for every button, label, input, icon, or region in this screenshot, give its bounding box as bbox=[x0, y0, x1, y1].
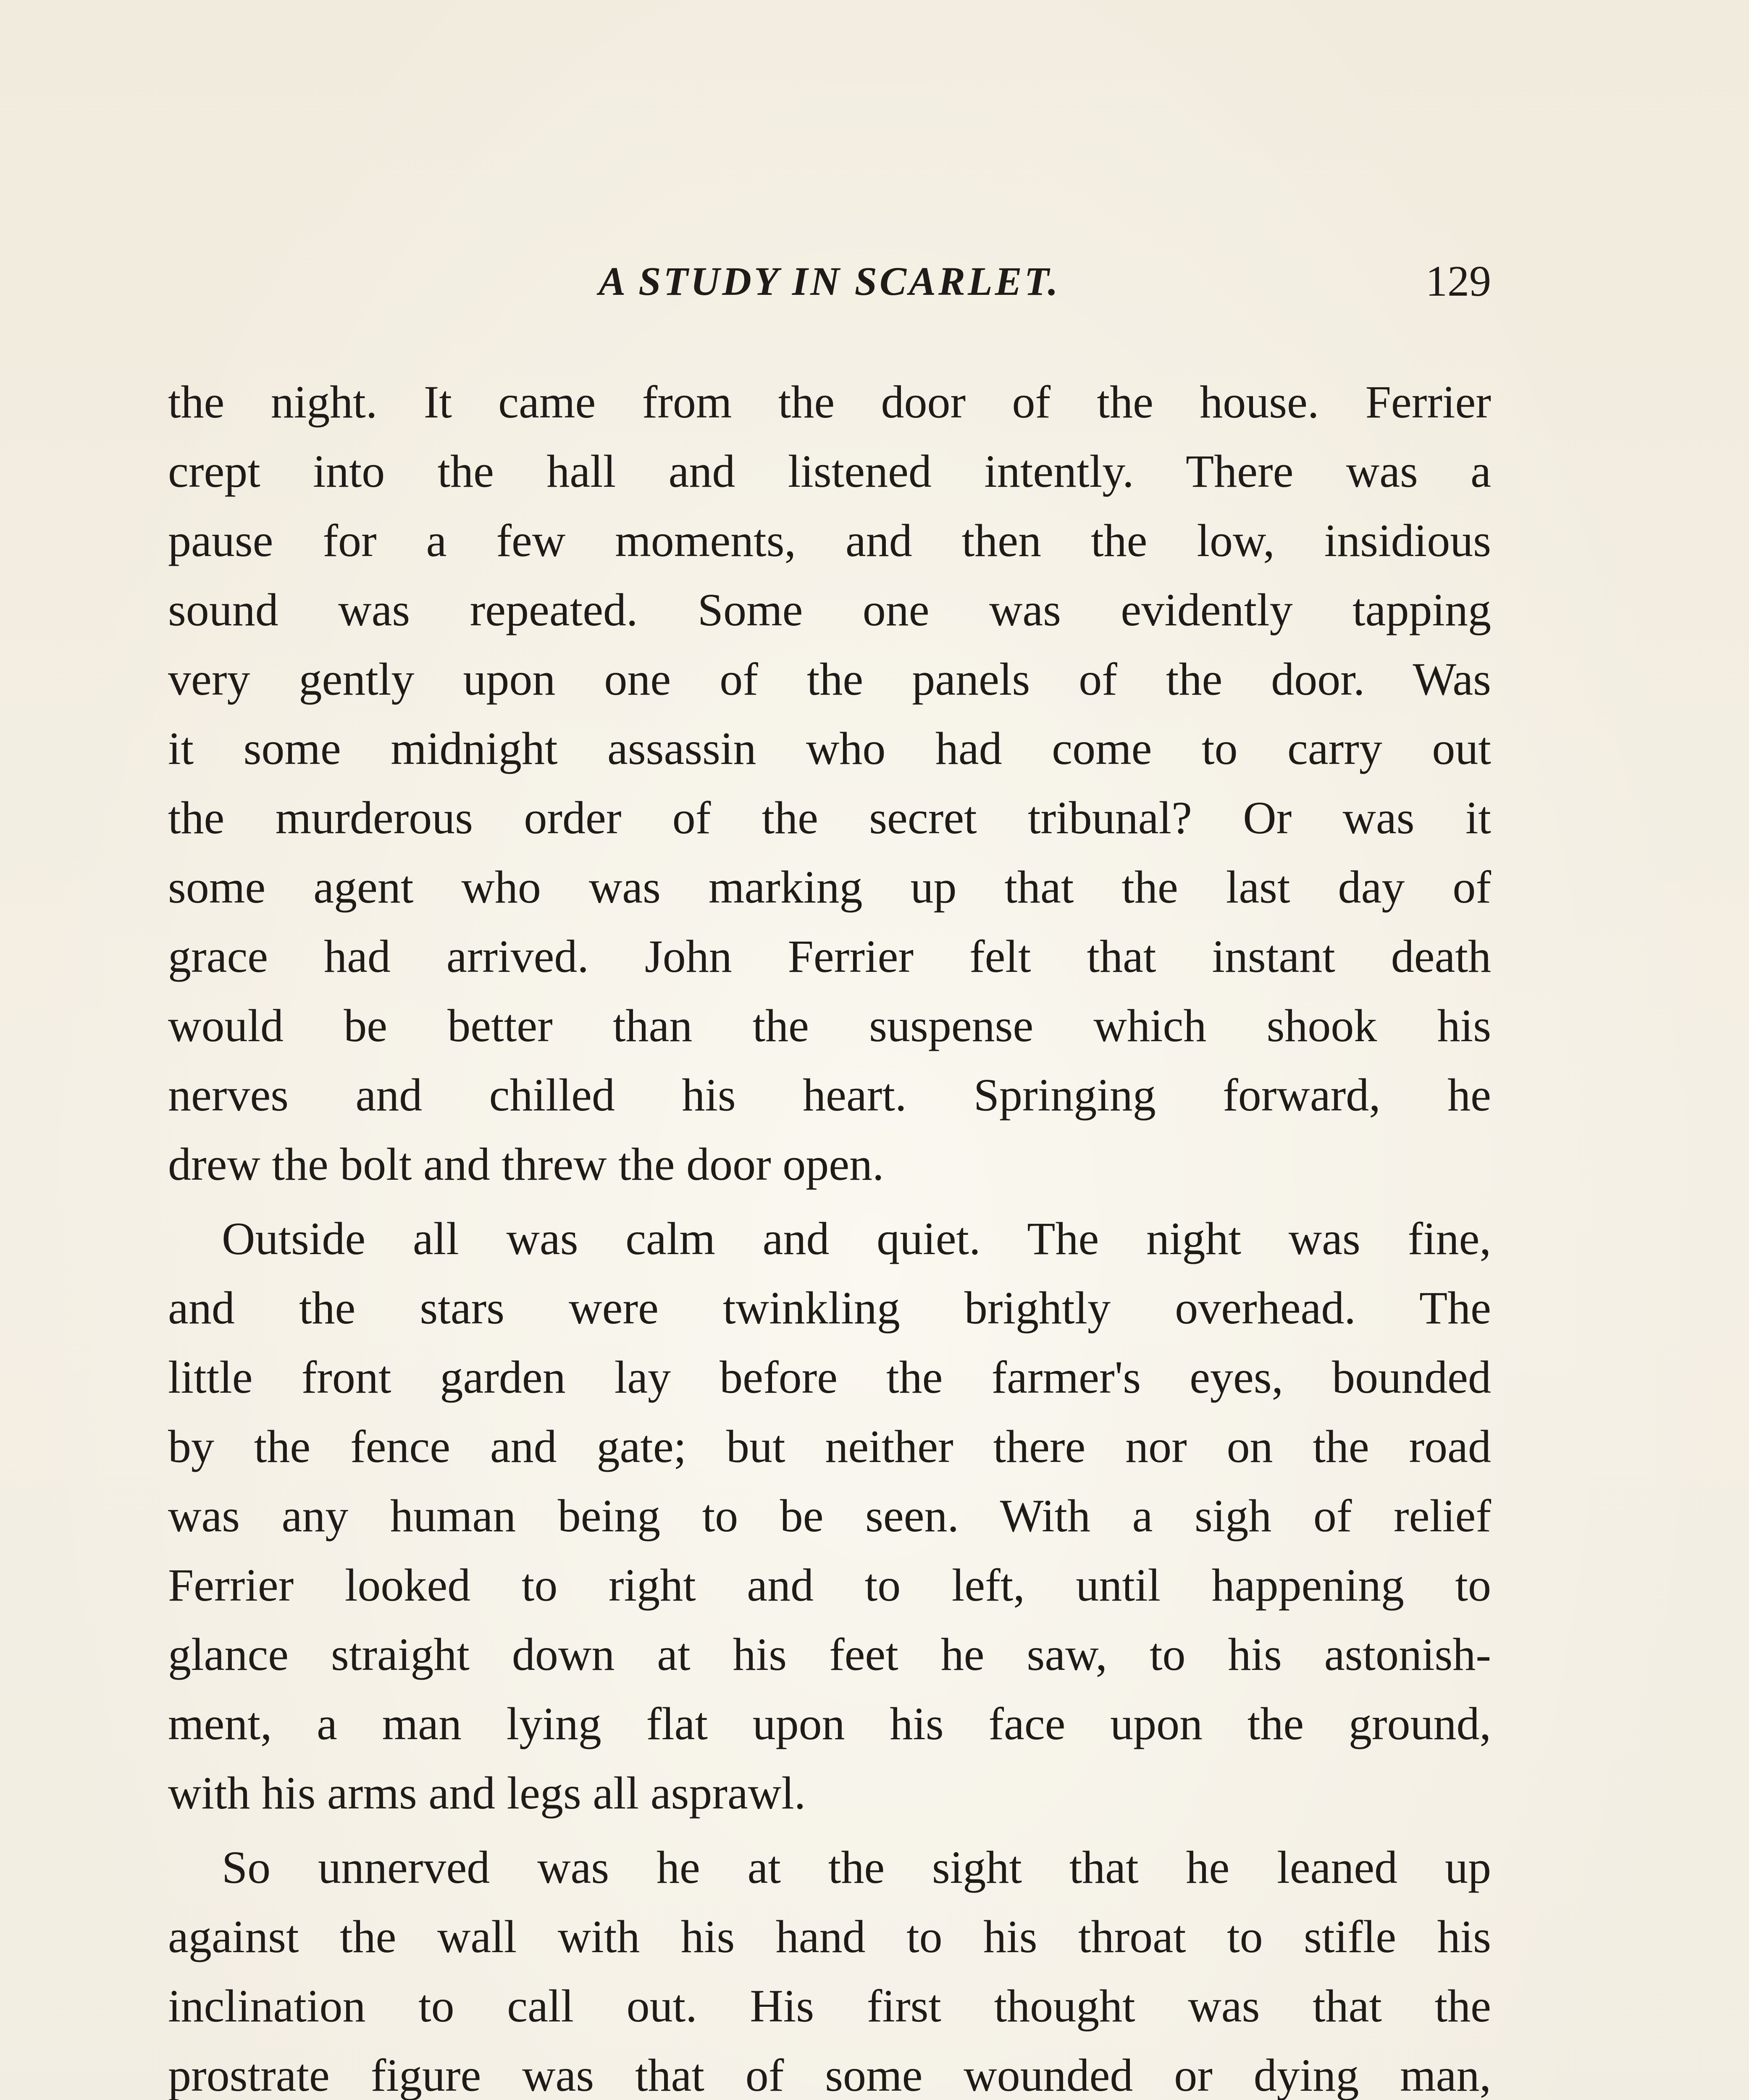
text-line: and the stars were twinkling brightly overhead. The bbox=[168, 1282, 1491, 1334]
text-line: little front garden lay before the farmer's eyes, bounded bbox=[168, 1352, 1491, 1403]
text-line: grace had arrived. John Ferrier felt that instant death bbox=[168, 931, 1491, 982]
text-line: inclination to call out. His first thought was that the bbox=[168, 1980, 1491, 2032]
text-line: would be better than the suspense which shook his bbox=[168, 1000, 1491, 1051]
text-line: the murderous order of the secret tribunal? Or was it bbox=[168, 792, 1491, 843]
text-line: the night. It came from the door of the house. Ferrier bbox=[168, 376, 1491, 428]
text-line: glance straight down at his feet he saw, to his astonish- bbox=[168, 1629, 1491, 1680]
text-line: prostrate figure was that of some wounded or dying man, bbox=[168, 2050, 1491, 2100]
text-line: sound was repeated. Some one was evidently tapping bbox=[168, 584, 1491, 635]
text-line: Outside all was calm and quiet. The night was fine, bbox=[222, 1213, 1491, 1264]
text-line: against the wall with his hand to his throat to stifle his bbox=[168, 1911, 1491, 1962]
paragraph-2 bbox=[168, 1204, 1491, 1828]
text-line: with his arms and legs all asprawl. bbox=[168, 1767, 806, 1819]
text-line: pause for a few moments, and then the low, insidious bbox=[168, 515, 1491, 566]
text-line: by the fence and gate; but neither there nor on the road bbox=[168, 1421, 1491, 1472]
text-line: crept into the hall and listened intently. There was a bbox=[168, 446, 1491, 497]
paragraph-3 bbox=[168, 1833, 1491, 2100]
text-line: some agent who was marking up that the last day of bbox=[168, 861, 1491, 913]
paragraph-1 bbox=[168, 368, 1491, 1199]
page-header bbox=[168, 248, 1491, 315]
text-line: So unnerved was he at the sight that he leaned up bbox=[222, 1842, 1491, 1893]
text-line: Ferrier looked to right and to left, until happening to bbox=[168, 1559, 1491, 1611]
page-number: 129 bbox=[1426, 257, 1491, 305]
text-line: was any human being to be seen. With a sigh of relief bbox=[168, 1490, 1491, 1541]
text-line: nerves and chilled his heart. Springing forward, he bbox=[168, 1069, 1491, 1121]
body-text bbox=[168, 368, 1491, 2100]
running-title: A STUDY IN SCARLET. bbox=[599, 259, 1061, 304]
text-line: ment, a man lying flat upon his face upon the ground, bbox=[168, 1698, 1491, 1749]
text-line: it some midnight assassin who had come to carry out bbox=[168, 723, 1491, 774]
text-line: very gently upon one of the panels of the door. Was bbox=[168, 654, 1491, 705]
text-line: drew the bolt and threw the door open. bbox=[168, 1139, 884, 1190]
